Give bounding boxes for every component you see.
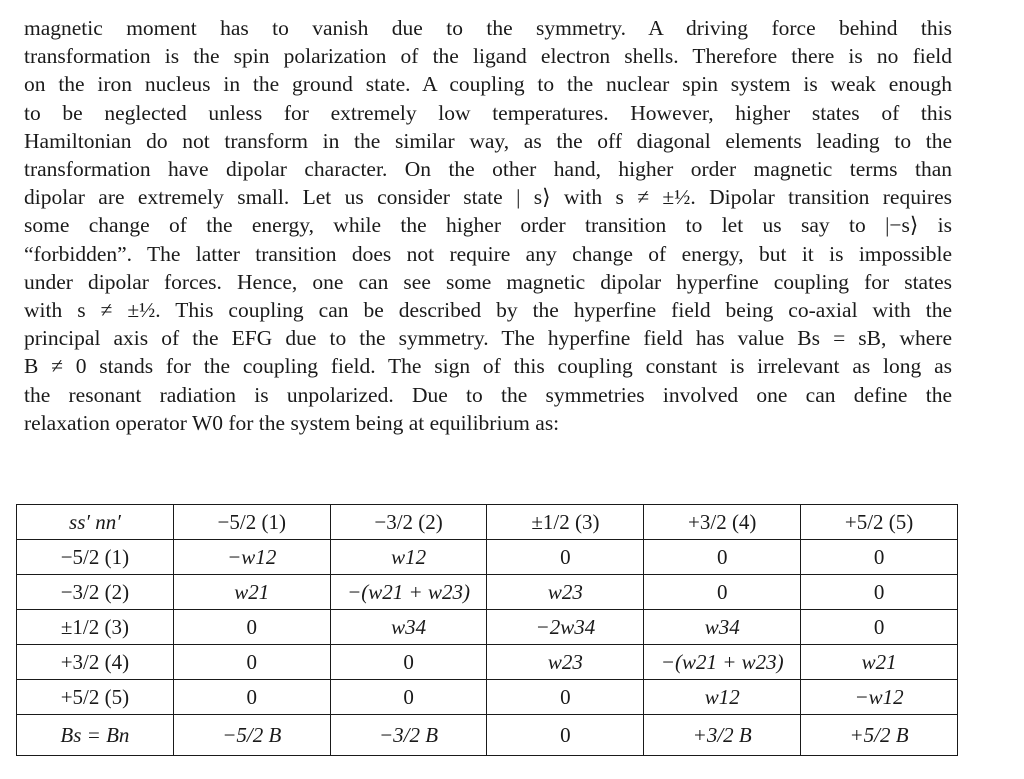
text-line-content: relaxation operator W0 for the system being at equilibrium as: <box>24 410 560 435</box>
table-cell: −2w34 <box>487 610 644 645</box>
table-cell: 0 <box>487 715 644 756</box>
text-line <box>24 381 952 409</box>
table-cell: w12 <box>330 540 487 575</box>
table-cell: w21 <box>801 645 958 680</box>
table-row <box>17 540 958 575</box>
text-line <box>24 268 952 296</box>
column-header: +3/2 (4) <box>644 505 801 540</box>
table-cell: 0 <box>801 575 958 610</box>
table-row <box>17 715 958 756</box>
table-cell: 0 <box>173 680 330 715</box>
table-row <box>17 645 958 680</box>
text-line <box>24 42 952 70</box>
text-line-content: transformation have dipolar character. On the other hand, higher order magnetic terms than <box>24 157 952 182</box>
row-header: ±1/2 (3) <box>17 610 174 645</box>
row-header: Bs = Bn <box>17 715 174 756</box>
text-line-content: dipolar are extremely small. Let us consider state | s⟩ with s ≠ ±½. Dipolar transition requires <box>24 185 952 210</box>
row-header: −5/2 (1) <box>17 540 174 575</box>
column-header: +5/2 (5) <box>801 505 958 540</box>
column-header: ±1/2 (3) <box>487 505 644 540</box>
text-line-content: with s ≠ ±½. This coupling can be described by the hyperfine field being co-axial with the <box>24 298 952 323</box>
text-line-content: some change of the energy, while the higher order transition to let us say to |−s⟩ is <box>24 213 952 238</box>
text-line <box>24 296 952 324</box>
table-cell: 0 <box>330 645 487 680</box>
table-cell: +3/2 B <box>644 715 801 756</box>
table-cell: −5/2 B <box>173 715 330 756</box>
body-paragraph <box>24 14 952 437</box>
table-cell: 0 <box>801 540 958 575</box>
table-cell: w23 <box>487 575 644 610</box>
text-line <box>24 99 952 127</box>
text-line-content: to be neglected unless for extremely low temperatures. However, higher states of this <box>24 100 952 125</box>
table-cell: 0 <box>173 645 330 680</box>
text-line <box>24 240 952 268</box>
table-cell: −w12 <box>173 540 330 575</box>
text-line <box>24 183 952 211</box>
text-line-content: on the iron nucleus in the ground state. A coupling to the nuclear spin system is weak enough <box>24 72 952 97</box>
text-line <box>24 127 952 155</box>
table-cell: w23 <box>487 645 644 680</box>
table-cell: 0 <box>330 680 487 715</box>
column-header: −3/2 (2) <box>330 505 487 540</box>
text-line <box>24 409 952 437</box>
text-line <box>24 211 952 239</box>
table-row <box>17 575 958 610</box>
text-line-content: under dipolar forces. Hence, one can see some magnetic dipolar hyperfine coupling for states <box>24 269 952 294</box>
text-line <box>24 14 952 42</box>
table-cell: w34 <box>330 610 487 645</box>
text-line <box>24 70 952 98</box>
row-header: −3/2 (2) <box>17 575 174 610</box>
table-cell: −(w21 + w23) <box>644 645 801 680</box>
table-cell: −3/2 B <box>330 715 487 756</box>
table-cell: w12 <box>644 680 801 715</box>
table-cell: 0 <box>644 540 801 575</box>
table-cell: w34 <box>644 610 801 645</box>
table-cell: −w12 <box>801 680 958 715</box>
text-line-content: magnetic moment has to vanish due to the symmetry. A driving force behind this <box>24 16 952 40</box>
table-row <box>17 610 958 645</box>
table-cell: w21 <box>173 575 330 610</box>
column-header: −5/2 (1) <box>173 505 330 540</box>
text-line-content: B ≠ 0 stands for the coupling field. The sign of this coupling constant is irrelevant as long as <box>24 354 952 379</box>
table-corner-cell: ss′ nn′ <box>17 505 174 540</box>
table-cell: 0 <box>801 610 958 645</box>
text-line-content: the resonant radiation is unpolarized. Due to the symmetries involved one can define the <box>24 382 952 407</box>
text-line <box>24 324 952 352</box>
text-line-content: principal axis of the EFG due to the symmetry. The hyperfine field has value Bs = sB, where <box>24 326 952 351</box>
table-cell: 0 <box>644 575 801 610</box>
text-line-content: “forbidden”. The latter transition does not require any change of energy, but it is impossible <box>24 241 952 266</box>
table-cell: −(w21 + w23) <box>330 575 487 610</box>
table-cell: 0 <box>173 610 330 645</box>
text-line <box>24 352 952 380</box>
text-line-content: transformation is the spin polarization of the ligand electron shells. Therefore there is no field <box>24 44 952 69</box>
row-header: +3/2 (4) <box>17 645 174 680</box>
table-cell: +5/2 B <box>801 715 958 756</box>
relaxation-operator-table <box>16 504 958 756</box>
table-cell: 0 <box>487 540 644 575</box>
table-cell: 0 <box>487 680 644 715</box>
table-row <box>17 680 958 715</box>
text-line-content: Hamiltonian do not transform in the similar way, as the off diagonal elements leading to the <box>24 128 952 153</box>
row-header: +5/2 (5) <box>17 680 174 715</box>
text-line <box>24 155 952 183</box>
table-header-row <box>17 505 958 540</box>
